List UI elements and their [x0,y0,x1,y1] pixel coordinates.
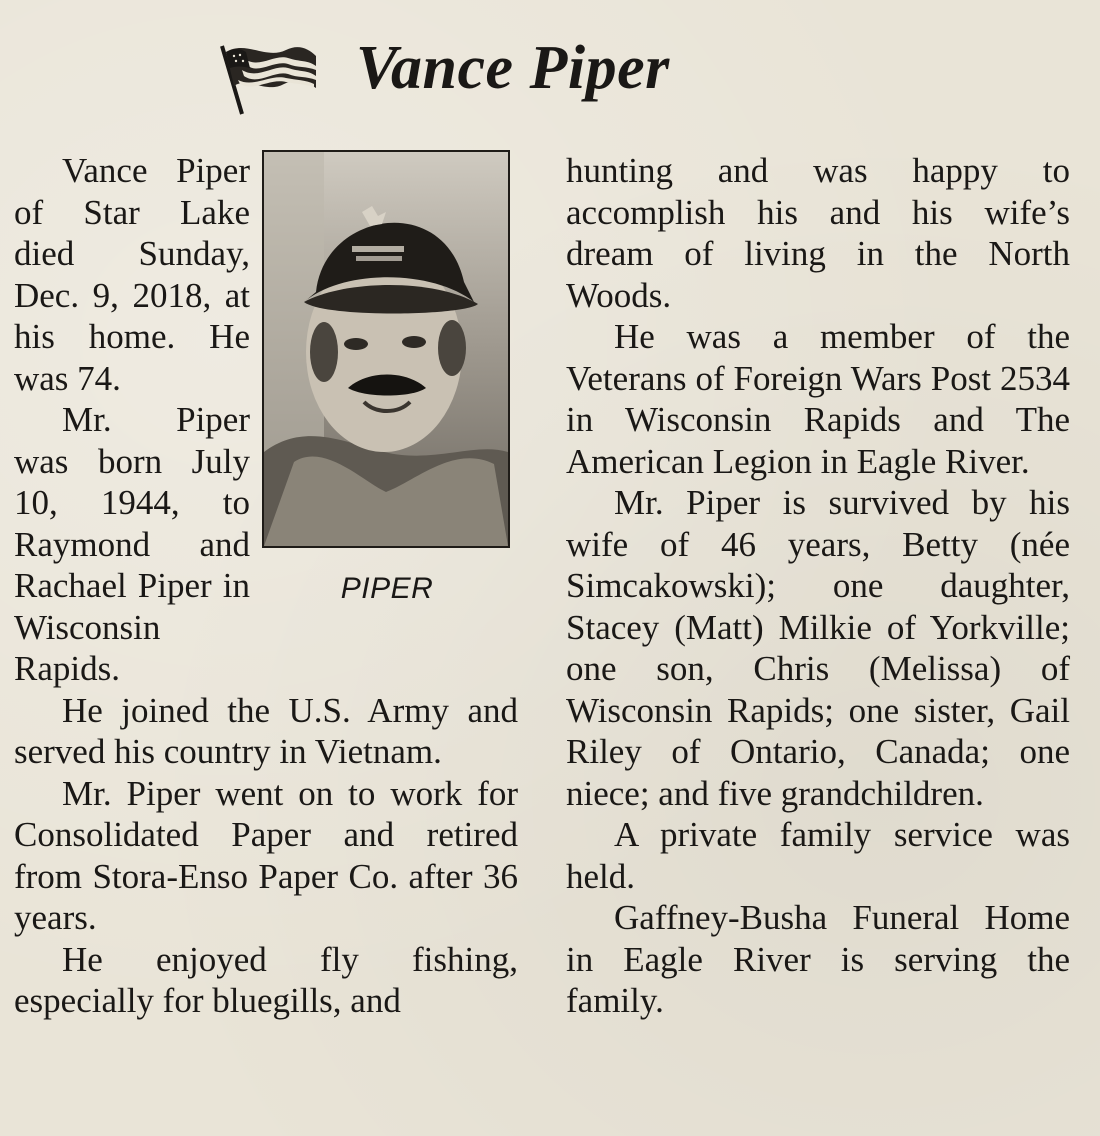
paragraph-death-notice: Vance Piper of Star Lake died Sunday, Dec. 9, 2018, at his home. He was 74. [14,151,250,398]
paragraph-survivors: Mr. Piper is survived by his wife of 46 years, Betty (née Simcakowski); one daughter, Stacey (Matt) Milkie of Yorkville; one son, Chris (Melissa) of Wisconsin Rapids; one sister, Gail Riley of Ontario, Canada; one niece; and five grandchildren. [566,483,1070,813]
paragraph-birth: Mr. Piper was born July 10, 1944, to Raymond and Rachael Piper in Wisconsin Rapids. [14,400,250,688]
american-flag-icon [216,38,320,118]
right-column [566,150,1070,1022]
paragraph-funeral-home: Gaffney-Busha Funeral Home in Eagle River is serving the family. [566,898,1070,1020]
portrait-photo [262,150,510,548]
paragraph-service: A private family service was held. [566,815,1070,896]
paragraph-hobbies: He enjoyed fly fishing, especially for bluegills, and [14,939,518,1020]
paragraph-memberships: He was a member of the Veterans of Foreign Wars Post 2534 in Wisconsin Rapids and The American Legion in Eagle River. [566,317,1070,481]
deceased-name-headline: Vance Piper [356,34,670,102]
obituary-header [0,18,1100,118]
portrait-photo-block [256,150,518,614]
left-column [14,150,518,1022]
photo-caption: PIPER [340,572,434,605]
paragraph-hobbies-continued: hunting and was happy to accomplish his and his wife’s dream of living in the North Woods. [566,151,1070,315]
paragraph-military-service: He joined the U.S. Army and served his country in Vietnam. [14,690,518,771]
paragraph-career: Mr. Piper went on to work for Consolidated Paper and retired from Stora-Enso Paper Co. after 36 years. [14,773,518,937]
